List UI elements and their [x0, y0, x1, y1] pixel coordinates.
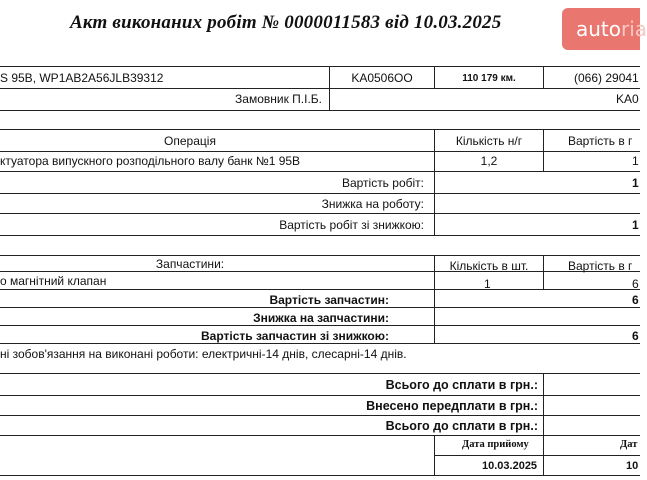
works-row-cost: 1 — [632, 154, 639, 168]
auto-ria-logo — [562, 8, 647, 50]
issue-date-label: Дат — [620, 439, 638, 450]
rule — [0, 235, 640, 236]
parts-row-cost: 6 — [632, 277, 639, 291]
warranty-note: ні зобов'язання на виконані роботи: електричні-14 днів, слесарні-14 днів. — [0, 347, 407, 361]
rule — [0, 129, 640, 130]
rule — [543, 66, 544, 88]
works-discounted-label: Вартість робіт зі знижкою: — [279, 218, 424, 232]
works-row-name: ктуатора випускного розподільного валу банк №1 95В — [0, 154, 301, 168]
rule — [434, 435, 435, 475]
works-header-cost: Вартість в г — [568, 134, 633, 148]
logo-auto-text: auto — [576, 17, 622, 41]
rule — [0, 289, 640, 290]
rule — [543, 373, 544, 475]
works-total-label: Вартість робіт: — [341, 176, 424, 190]
works-discounted-value: 1 — [632, 218, 639, 232]
works-header-qty: Кількість н/г — [455, 134, 523, 148]
works-discount-label: Знижка на роботу: — [321, 197, 424, 211]
parts-row-name: о магнітний клапан — [0, 274, 107, 288]
parts-header-qty: Кількість в шт. — [449, 259, 529, 273]
document-title: Акт виконаних робіт № 0000011583 від 10.03.2025 — [70, 12, 502, 33]
vehicle-model-vin: S 95B, WP1AB2A56JLB39312 — [0, 71, 164, 85]
rule — [434, 455, 640, 456]
works-row-qty: 1,2 — [480, 154, 498, 168]
logo-ria-text: ria — [621, 17, 647, 41]
rule — [0, 171, 640, 172]
rule — [0, 66, 640, 67]
issue-date-value: 10 — [626, 460, 639, 472]
rule — [0, 110, 640, 111]
customer-label: Замовник П.І.Б. — [235, 92, 322, 106]
rule — [0, 151, 640, 152]
vehicle-mileage: 110 179 км. — [462, 73, 516, 84]
rule — [0, 88, 640, 89]
payment-prepaid-label: Внесено передплати в грн.: — [366, 399, 538, 413]
rule — [0, 475, 640, 476]
rule — [0, 435, 640, 436]
accept-date-label: Дата прийому — [462, 439, 529, 450]
vehicle-plate: KA0506OO — [351, 71, 413, 85]
customer-phone: (066) 29041 — [574, 71, 639, 85]
parts-row-qty: 1 — [484, 277, 491, 291]
rule — [0, 395, 640, 396]
parts-header-name: Запчастини: — [155, 257, 225, 271]
parts-header-cost: Вартість в г — [568, 259, 633, 273]
parts-discount-label: Знижка на запчастини: — [253, 311, 389, 325]
rule — [0, 213, 640, 214]
rule — [0, 373, 640, 374]
parts-discounted-value: 6 — [632, 329, 639, 343]
rule — [543, 255, 544, 289]
payment-total-label: Всього до сплати в грн.: — [385, 378, 538, 392]
accept-date-value: 10.03.2025 — [482, 460, 538, 472]
rule — [543, 129, 544, 171]
parts-total-value: 6 — [632, 293, 639, 307]
customer-value: KA0 — [616, 92, 639, 106]
parts-discounted-label: Вартість запчастин зі знижкою: — [200, 329, 389, 343]
payment-due-label: Всього до сплати в грн.: — [385, 419, 538, 433]
works-total-value: 1 — [632, 176, 639, 190]
rule — [0, 193, 640, 194]
works-header-operation: Операція — [164, 134, 216, 148]
rule — [0, 415, 640, 416]
parts-total-label: Вартість запчастин: — [269, 293, 389, 307]
